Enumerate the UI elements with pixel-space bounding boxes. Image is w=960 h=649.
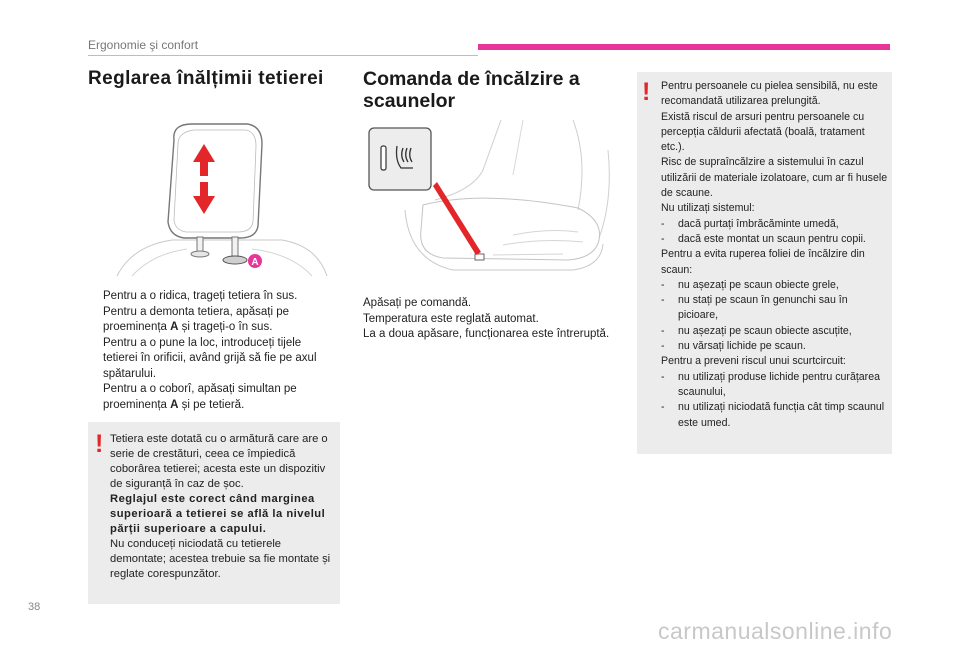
step-item: Pentru a demonta tetiera, apăsați pe proeminența A și trageți-o în sus. [103, 305, 290, 333]
headrest-steps [88, 289, 338, 413]
header-rule [88, 55, 478, 56]
list-item: - nu utilizați produse lichide pentru curățarea scaunului, [661, 370, 880, 398]
page-number: 38 [28, 601, 41, 613]
seat-heating-illustration [363, 120, 613, 280]
seat-heating-instructions: Apăsați pe comandă. Temperatura este reglată automat. La a doua apăsare, funcționarea este întreruptă. [363, 297, 610, 340]
header-accent-bar [478, 44, 890, 50]
step-item: Pentru a o ridica, trageți tetiera în sus. [103, 290, 298, 302]
list-item: - dacă este montat un scaun pentru copii. [661, 232, 866, 245]
callout-a-label: A [251, 257, 259, 268]
headrest-warning-box: ! Tetiera este dotată cu o armătură care are o serie de crestături, ceea ce împiedică coborârea tetierei; acesta este un dispozitiv de siguranță în caz de șoc. Reglajul este corect când marginea superioară a tetierei se află la nivelul părții superioare a capului. Nu conduceți niciodată cu tetierele demontate; acestea trebuie sa fie montate și reglate corespunzător. [88, 422, 340, 604]
list-item: - nu stați pe scaun în genunchi sau în picioare, [661, 294, 848, 322]
headrest-illustration [112, 118, 332, 278]
list-item: - nu așezați pe scaun obiecte grele, [661, 278, 839, 291]
warning-icon: ! [642, 78, 651, 106]
step-item: Pentru a o coborî, apăsați simultan pe proeminența A și pe tetieră. [103, 383, 297, 411]
section-title: Ergonomie şi confort [88, 38, 199, 52]
list-item: - dacă purtați îmbrăcăminte umedă, [661, 217, 839, 230]
step-item: Pentru a o pune la loc, introduceți tijele tetierei în orificii, având grijă să fie pe axul spătarului. [103, 336, 317, 380]
seat-heating-warning-box: ! Pentru persoanele cu pielea sensibilă, nu este recomandată utilizarea prelungită. Există riscul de arsuri pentru persoanele cu percepția căldurii afectată (boală, tratament etc.). Risc de supraîncălzire a sistemului în cazul utilizării de materiale izolatoare, cum ar fi husele de scaune. Nu utilizați sistemul: - dacă purtați îmbrăcăminte umedă, - dacă este montat un scaun pentru copii. Pentru a evita ruperea foliei de încălzire din scaun: - nu așezați pe scaun obiecte grele, - nu stați pe scaun în genunchi sau în picioare, - nu așezați pe scaun obiecte ascuțite, - nu vărsați lichide pe scaun. Pentru a preveni riscul unui scurtcircuit: - nu utilizați produse lichide pentru curățarea scaunului, - nu utilizați niciodată funcția cât timp scaunul este umed. [637, 72, 892, 454]
warning-icon: ! [95, 430, 104, 458]
list-item: - nu utilizați niciodată funcția cât timp scaunul este umed. [661, 401, 885, 429]
watermark: carmanualsonline.info [658, 618, 893, 644]
seat-heating-title: Comanda de încălzire a scaunelor [363, 68, 580, 112]
headrest-title: Reglarea înălțimii tetierei [88, 68, 324, 89]
list-item: - nu vărsați lichide pe scaun. [661, 340, 806, 353]
list-item: - nu așezați pe scaun obiecte ascuțite, [661, 324, 852, 337]
